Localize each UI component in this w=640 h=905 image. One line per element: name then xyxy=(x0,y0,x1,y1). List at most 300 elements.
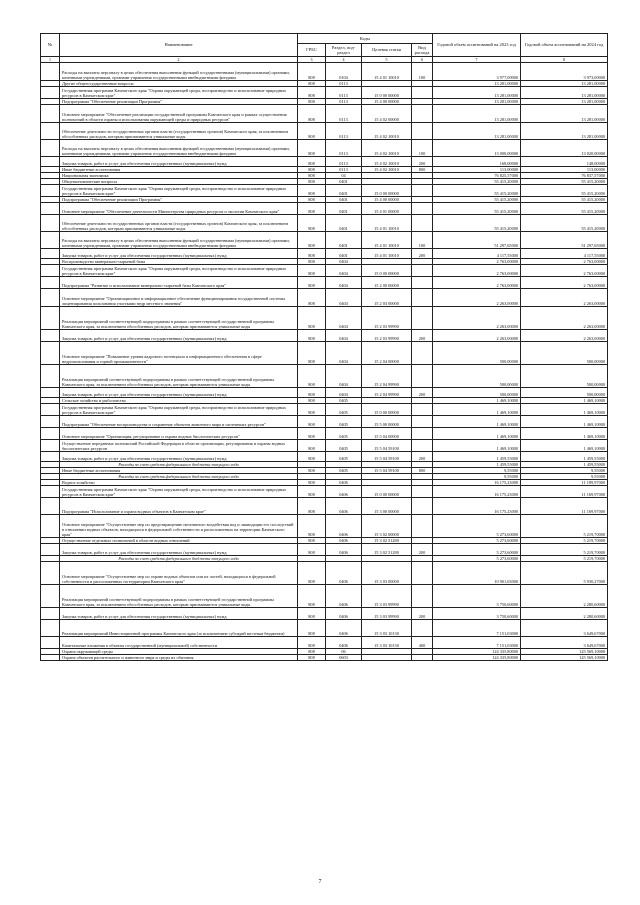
cell-2023: 3 750,60000 xyxy=(433,585,521,608)
cell-num xyxy=(41,215,60,232)
cell-name: Закупка товаров, работ и услуг для обеспечения государственных (муниципальных) нужд xyxy=(60,544,298,556)
cell-target: 15 4 01 10010 xyxy=(362,63,412,81)
table-row xyxy=(41,486,608,498)
cell-2024: 1 469,10000 xyxy=(521,404,608,416)
cell-num xyxy=(41,486,60,498)
col-index: 6 xyxy=(412,57,433,63)
table-row xyxy=(41,63,608,81)
table-row xyxy=(41,277,608,289)
cell-section: 0113 xyxy=(326,123,362,140)
table-row xyxy=(41,562,608,585)
cell-name: Общеэкономические вопросы xyxy=(60,179,298,185)
cell-num xyxy=(41,105,60,123)
cell-kind: 100 xyxy=(412,140,433,157)
table-row xyxy=(41,215,608,232)
cell-2024: 55 415,20000 xyxy=(521,197,608,203)
table-row xyxy=(41,404,608,416)
col-target-header: Целевая статья xyxy=(362,44,412,57)
cell-name: Государственная программа Камчатского края "Охрана окружающей среды, воспроизводство и использование природных ресурсов в Камчатском крае" xyxy=(60,404,298,416)
cell-section: 0404 xyxy=(326,289,362,307)
cell-grbs: 808 xyxy=(298,265,326,277)
cell-num xyxy=(41,87,60,99)
cell-grbs: 808 xyxy=(298,608,326,620)
cell-kind: 200 xyxy=(412,452,433,462)
cell-kind xyxy=(412,215,433,232)
cell-2023: 2 763,00000 xyxy=(433,265,521,277)
cell-section: 0401 xyxy=(326,179,362,185)
cell-kind xyxy=(412,498,433,515)
cell-name: Расходы за счет средств федерального бюджета текущего года xyxy=(60,474,298,480)
cell-num xyxy=(41,608,60,620)
cell-2024: 5 930,27000 xyxy=(521,562,608,585)
cell-num xyxy=(41,562,60,585)
cell-name: Реализация мероприятий соответствующей подпрограммы в рамках соответствующей государственной программы Камчатского края, за исключением обособленных расходов, которым присваиваются уникальные коды xyxy=(60,365,298,388)
table-row xyxy=(41,265,608,277)
cell-grbs: 808 xyxy=(298,486,326,498)
cell-name: Водное хозяйство xyxy=(60,480,298,486)
table-row xyxy=(41,637,608,649)
cell-target: 15 2 04 99990 xyxy=(362,388,412,398)
cell-target: 15 3 00 00000 xyxy=(362,498,412,515)
cell-section: 0113 xyxy=(326,167,362,173)
cell-name: Осуществление переданных полномочий Российской Федерации в области организации, регулирования и охраны водных биологических ресурсов xyxy=(60,440,298,452)
table-row xyxy=(41,289,608,307)
cell-target: 15 4 02 10010 xyxy=(362,123,412,140)
cell-2024: 2 763,00000 xyxy=(521,265,608,277)
table-row xyxy=(41,87,608,99)
cell-2024: 5 219,70000 xyxy=(521,515,608,538)
cell-2024: 11 189,97000 xyxy=(521,480,608,486)
cell-name: Реализация мероприятий соответствующей подпрограммы в рамках соответствующей государственной программы Камчатского края, за исключением обособленных расходов, которым присваиваются уникальные коды xyxy=(60,585,298,608)
cell-section: 0113 xyxy=(326,81,362,87)
cell-2024: 13 281,00000 xyxy=(521,105,608,123)
cell-2023: 168,00000 xyxy=(433,157,521,167)
cell-target: 15 2 04 99990 xyxy=(362,365,412,388)
table-row xyxy=(41,249,608,259)
cell-2023: 7 151,03000 xyxy=(433,620,521,637)
cell-grbs: 808 xyxy=(298,416,326,428)
cell-kind xyxy=(412,105,433,123)
cell-2023: 113,00000 xyxy=(433,167,521,173)
cell-grbs: 808 xyxy=(298,289,326,307)
table-row xyxy=(41,365,608,388)
cell-name: Основное мероприятие "Обеспечение реализации государственной программы Камчатского края и рамках осуществления полномочий в области охраны и использования окружающей среды и природных ресурсов" xyxy=(60,105,298,123)
cell-section: 0406 xyxy=(326,637,362,649)
cell-2023: 16 175,23000 xyxy=(433,480,521,486)
cell-name: Расходы за счет средств федерального бюджета текущего года xyxy=(60,556,298,562)
cell-2023: 13 281,00000 xyxy=(433,81,521,87)
cell-section: 0406 xyxy=(326,544,362,556)
cell-num xyxy=(41,404,60,416)
cell-section: 0401 xyxy=(326,203,362,215)
cell-num xyxy=(41,365,60,388)
cell-kind: 200 xyxy=(412,388,433,398)
col-index: 3 xyxy=(298,57,326,63)
cell-kind xyxy=(412,307,433,330)
cell-2023: 1 469,10000 xyxy=(433,428,521,440)
cell-section: 0406 xyxy=(326,498,362,515)
cell-kind xyxy=(412,289,433,307)
cell-grbs: 808 xyxy=(298,388,326,398)
cell-section: 0406 xyxy=(326,608,362,620)
cell-target: 15 0 00 00000 xyxy=(362,87,412,99)
cell-2024: 125 569,10000 xyxy=(521,649,608,655)
cell-2024: 13 281,00000 xyxy=(521,81,608,87)
col-index: 1 xyxy=(41,57,60,63)
cell-num xyxy=(41,342,60,365)
cell-2023: 500,00000 xyxy=(433,365,521,388)
cell-grbs: 808 xyxy=(298,428,326,440)
cell-grbs: 808 xyxy=(298,649,326,655)
cell-2024: 3 649,67000 xyxy=(521,620,608,637)
cell-section: 0401 xyxy=(326,197,362,203)
cell-grbs: 808 xyxy=(298,585,326,608)
cell-2024: 51 297,65000 xyxy=(521,232,608,249)
cell-name: Основное мероприятие "Осуществление мер по охране водных объектов или их частей, находящихся в федеральной собственности и расположенных на территории Камчатского края" xyxy=(60,562,298,585)
cell-target: 15 5 04 59100 xyxy=(362,468,412,474)
cell-kind xyxy=(412,416,433,428)
cell-2023: 2 763,00000 xyxy=(433,259,521,265)
cell-grbs: 808 xyxy=(298,232,326,249)
cell-num xyxy=(41,157,60,167)
cell-section: 0405 xyxy=(326,404,362,416)
cell-target: 15 4 00 00000 xyxy=(362,99,412,105)
cell-section: 0406 xyxy=(326,480,362,486)
cell-name: Основное мероприятие "Организация, регулирование и охрана водных биологических ресурсов" xyxy=(60,428,298,440)
cell-2024: 76 837,57000 xyxy=(521,173,608,179)
cell-2023: 55 415,20000 xyxy=(433,197,521,203)
cell-name: Основное мероприятие "Повышение уровня кадрового потенциала и информационного обеспечения в сфере недропользования и горной промышленности" xyxy=(60,342,298,365)
cell-name: Государственная программа Камчатского края "Охрана окружающей среды, воспроизводство и использование природных ресурсов в Камчатском крае" xyxy=(60,185,298,197)
cell-grbs: 808 xyxy=(298,307,326,330)
cell-2023: 500,00000 xyxy=(433,342,521,365)
cell-2023: 55 415,20000 xyxy=(433,215,521,232)
cell-grbs: 808 xyxy=(298,637,326,649)
cell-kind xyxy=(412,342,433,365)
cell-grbs: 808 xyxy=(298,249,326,259)
cell-2024: 13 281,00000 xyxy=(521,123,608,140)
cell-section: 0404 xyxy=(326,365,362,388)
cell-section: 0404 xyxy=(326,307,362,330)
cell-grbs: 808 xyxy=(298,655,326,661)
cell-2023: 76 825,57000 xyxy=(433,173,521,179)
cell-target: 15 5 04 00000 xyxy=(362,428,412,440)
cell-name: Основное мероприятие "Осуществление мер по предотвращению негативного воздействия вод и ликвидации его последствий в отношении водных объектов, находящихся в федеральной собственности и расположенных на территории Камчатского края" xyxy=(60,515,298,538)
cell-2024: 1 469,10000 xyxy=(521,428,608,440)
cell-2024: 13 281,00000 xyxy=(521,87,608,99)
cell-target: 15 4 02 10010 xyxy=(362,167,412,173)
cell-name: Национальная экономика xyxy=(60,173,298,179)
cell-section: 0401 xyxy=(326,249,362,259)
cell-2023: 13 000,00000 xyxy=(433,140,521,157)
cell-kind xyxy=(412,620,433,637)
cell-2024: 1 469,10000 xyxy=(521,440,608,452)
cell-name: Иные бюджетные ассигнования xyxy=(60,468,298,474)
cell-kind: 200 xyxy=(412,157,433,167)
cell-2024: 2 263,00000 xyxy=(521,307,608,330)
cell-2024: 5 219,70000 xyxy=(521,544,608,556)
cell-section: 0405 xyxy=(326,440,362,452)
cell-name: Закупка товаров, работ и услуг для обеспечения государственных (муниципальных) нужд xyxy=(60,608,298,620)
cell-name: Основное мероприятие "Обеспечение деятельности Министерства природных ресурсов и экологии Камчатского края" xyxy=(60,203,298,215)
cell-grbs: 808 xyxy=(298,498,326,515)
cell-target: 15 3 02 51280 xyxy=(362,544,412,556)
cell-2023: 7 151,03000 xyxy=(433,637,521,649)
cell-section: 0404 xyxy=(326,330,362,342)
cell-name: Основное мероприятие "Организационное и информационное обеспечение функционирования государственной системы лицензирования пользования участками недр местного значения" xyxy=(60,289,298,307)
cell-grbs: 808 xyxy=(298,538,326,544)
cell-grbs: 808 xyxy=(298,620,326,637)
cell-2023: 500,00000 xyxy=(433,388,521,398)
col-section-header: Раздел, под-раздел xyxy=(326,44,362,57)
cell-name: Расходы на выплаты персоналу в целях обеспечения выполнения функций государственными (муниципальными) органами, казенными учреждениями, органами управления государственными внебюджетными фондами xyxy=(60,232,298,249)
cell-section: 0404 xyxy=(326,388,362,398)
cell-2023: 3 750,60000 xyxy=(433,608,521,620)
cell-2024: 113,00000 xyxy=(521,167,608,173)
cell-target: 15 3 02 51280 xyxy=(362,538,412,544)
cell-2024: 2 263,00000 xyxy=(521,330,608,342)
cell-num xyxy=(41,232,60,249)
cell-num xyxy=(41,416,60,428)
cell-num xyxy=(41,123,60,140)
cell-2024: 4 117,55000 xyxy=(521,249,608,259)
cell-grbs: 808 xyxy=(298,515,326,538)
cell-2024: 2 280,60000 xyxy=(521,608,608,620)
cell-section: 0401 xyxy=(326,232,362,249)
cell-grbs: 808 xyxy=(298,215,326,232)
table-row xyxy=(41,330,608,342)
cell-2023: 55 415,20000 xyxy=(433,179,521,185)
cell-target: 15 4 01 00000 xyxy=(362,203,412,215)
cell-kind xyxy=(412,585,433,608)
cell-2023: 9,55000 xyxy=(433,474,521,480)
table-row xyxy=(41,203,608,215)
cell-section: 0401 xyxy=(326,215,362,232)
cell-kind xyxy=(412,185,433,197)
cell-num xyxy=(41,585,60,608)
cell-section: 0113 xyxy=(326,87,362,99)
cell-section: 04 xyxy=(326,173,362,179)
cell-2023: 4 117,55000 xyxy=(433,249,521,259)
cell-name: Государственная программа Камчатского края "Охрана окружающей среды, воспроизводство и использование природных ресурсов в Камчатском крае" xyxy=(60,87,298,99)
cell-2023: 16 175,23000 xyxy=(433,486,521,498)
table-row xyxy=(41,388,608,398)
cell-target: 15 3 03 00000 xyxy=(362,562,412,585)
cell-section: 0405 xyxy=(326,428,362,440)
cell-target xyxy=(362,655,412,661)
cell-2024: 13 020,00000 xyxy=(521,140,608,157)
table-row xyxy=(41,157,608,167)
cell-section: 0405 xyxy=(326,452,362,462)
cell-num xyxy=(41,249,60,259)
cell-grbs: 808 xyxy=(298,87,326,99)
cell-kind xyxy=(412,486,433,498)
cell-grbs: 808 xyxy=(298,342,326,365)
cell-grbs: 808 xyxy=(298,398,326,404)
cell-2023: 13 281,00000 xyxy=(433,105,521,123)
cell-2023: 1 459,55000 xyxy=(433,452,521,462)
cell-name: Сельское хозяйство и рыболовство xyxy=(60,398,298,404)
cell-target: 15 5 00 00000 xyxy=(362,416,412,428)
cell-2023: 124 335,80000 xyxy=(433,649,521,655)
cell-name: Государственная программа Камчатского края "Охрана окружающей среды, воспроизводство и использование природных ресурсов в Камчатском крае" xyxy=(60,265,298,277)
cell-2024: 500,00000 xyxy=(521,342,608,365)
table-row xyxy=(41,608,608,620)
col-index: 4 xyxy=(326,57,362,63)
budget-table-sheet xyxy=(40,33,607,661)
cell-kind xyxy=(412,428,433,440)
cell-section: 0113 xyxy=(326,140,362,157)
cell-2024: 9,55000 xyxy=(521,468,608,474)
cell-2023: 10 901,63000 xyxy=(433,562,521,585)
cell-grbs: 808 xyxy=(298,259,326,265)
cell-grbs: 808 xyxy=(298,480,326,486)
cell-num xyxy=(41,620,60,637)
cell-2023: 13 281,00000 xyxy=(433,123,521,140)
cell-grbs: 808 xyxy=(298,173,326,179)
budget-table xyxy=(40,33,608,661)
cell-2023: 1 469,10000 xyxy=(433,404,521,416)
cell-num xyxy=(41,655,60,661)
cell-2024: 1 469,10000 xyxy=(521,416,608,428)
cell-name: Закупка товаров, работ и услуг для обеспечения государственных (муниципальных) нужд xyxy=(60,330,298,342)
cell-grbs: 808 xyxy=(298,544,326,556)
cell-name: Подпрограмма "Обеспечение реализации Программы" xyxy=(60,197,298,203)
table-row xyxy=(41,440,608,452)
cell-kind xyxy=(412,87,433,99)
cell-grbs: 808 xyxy=(298,140,326,157)
cell-kind xyxy=(412,515,433,538)
cell-2023: 13 281,00000 xyxy=(433,99,521,105)
cell-kind xyxy=(412,562,433,585)
cell-2024: 55 415,20000 xyxy=(521,185,608,197)
cell-2023: 1 459,55000 xyxy=(433,462,521,468)
cell-kind xyxy=(412,655,433,661)
cell-section: 0113 xyxy=(326,157,362,167)
cell-name: Подпрограмма "Обеспечение реализации Программы" xyxy=(60,99,298,105)
cell-2024: 2 263,00000 xyxy=(521,289,608,307)
table-row xyxy=(41,452,608,462)
cell-2023: 1 469,10000 xyxy=(433,398,521,404)
cell-section: 06 xyxy=(326,649,362,655)
col-codes-header: Коды xyxy=(298,34,433,44)
cell-target: 15 0 00 00000 xyxy=(362,185,412,197)
cell-target: 15 4 02 10010 xyxy=(362,157,412,167)
cell-target: 15 5 04 59100 xyxy=(362,452,412,462)
cell-target: 15 2 00 00000 xyxy=(362,277,412,289)
table-row xyxy=(41,655,608,661)
cell-2023: 2 763,00000 xyxy=(433,277,521,289)
cell-grbs: 808 xyxy=(298,330,326,342)
cell-2023: 13 281,00000 xyxy=(433,87,521,99)
cell-num xyxy=(41,498,60,515)
cell-num xyxy=(41,203,60,215)
cell-section: 0406 xyxy=(326,515,362,538)
cell-grbs: 808 xyxy=(298,440,326,452)
table-row xyxy=(41,416,608,428)
table-row xyxy=(41,498,608,515)
cell-section: 0603 xyxy=(326,655,362,661)
cell-num xyxy=(41,428,60,440)
cell-2023: 5 273,60000 xyxy=(433,538,521,544)
cell-section: 0405 xyxy=(326,398,362,404)
cell-kind: 200 xyxy=(412,608,433,620)
cell-name: Обеспечение деятельности государственных органов власти (государственных органов) Камчатского края, за исключением обособленных расходов, которым присваиваются уникальные коды xyxy=(60,215,298,232)
cell-2024: 3 973,00000 xyxy=(521,63,608,81)
cell-2024: 1 459,55000 xyxy=(521,462,608,468)
table-row xyxy=(41,342,608,365)
table-row xyxy=(41,620,608,637)
cell-name: Государственная программа Камчатского края "Охрана окружающей среды, воспроизводство и использование природных ресурсов в Камчатском крае" xyxy=(60,486,298,498)
table-row xyxy=(41,428,608,440)
cell-2024: 148,00000 xyxy=(521,157,608,167)
cell-num xyxy=(41,289,60,307)
table-row xyxy=(41,123,608,140)
cell-2023: 2 263,00000 xyxy=(433,330,521,342)
cell-target: 15 3 03 99990 xyxy=(362,585,412,608)
cell-name: Расходы за счет средств федерального бюджета текущего года xyxy=(60,462,298,468)
cell-target: 15 3 02 00000 xyxy=(362,515,412,538)
cell-2023: 5 273,60000 xyxy=(433,544,521,556)
cell-name: Закупка товаров, работ и услуг для обеспечения государственных (муниципальных) нужд xyxy=(60,452,298,462)
cell-2023: 1 469,10000 xyxy=(433,416,521,428)
cell-target: 15 3 03 99990 xyxy=(362,608,412,620)
cell-num xyxy=(41,277,60,289)
cell-num xyxy=(41,452,60,462)
cell-2024: 2 763,00000 xyxy=(521,277,608,289)
col-name-header: Наименование xyxy=(60,34,298,57)
cell-2024: 500,00000 xyxy=(521,365,608,388)
cell-name: Другие общегосударственные вопросы xyxy=(60,81,298,87)
cell-grbs: 808 xyxy=(298,63,326,81)
cell-name: Расходы на выплаты персоналу в целях обеспечения выполнения функций государственными (муниципальными) органами, казенными учреждениями, органами управления государственными внебюджетными фондами xyxy=(60,140,298,157)
cell-target: 15 4 01 10010 xyxy=(362,249,412,259)
cell-num xyxy=(41,440,60,452)
cell-section: 0404 xyxy=(326,265,362,277)
cell-2023: 5 273,60000 xyxy=(433,515,521,538)
cell-num xyxy=(41,185,60,197)
cell-section: 0401 xyxy=(326,185,362,197)
cell-2023: 2 263,00000 xyxy=(433,307,521,330)
cell-target: 15 2 03 00000 xyxy=(362,289,412,307)
table-body xyxy=(41,63,608,661)
cell-num xyxy=(41,388,60,398)
cell-2024: 125 569,10000 xyxy=(521,655,608,661)
cell-kind xyxy=(412,440,433,452)
cell-name: Иные бюджетные ассигнования xyxy=(60,167,298,173)
cell-num xyxy=(41,330,60,342)
cell-grbs: 808 xyxy=(298,185,326,197)
cell-grbs: 808 xyxy=(298,157,326,167)
cell-name: Закупка товаров, работ и услуг для обеспечения государственных (муниципальных) нужд xyxy=(60,249,298,259)
cell-section: 0104 xyxy=(326,63,362,81)
cell-grbs: 808 xyxy=(298,81,326,87)
cell-section: 0405 xyxy=(326,416,362,428)
cell-num xyxy=(41,140,60,157)
cell-kind xyxy=(412,365,433,388)
cell-section: 0406 xyxy=(326,562,362,585)
cell-num xyxy=(41,515,60,538)
cell-2023: 3 977,00000 xyxy=(433,63,521,81)
cell-2024: 3 649,67000 xyxy=(521,637,608,649)
cell-2023: 5 273,60000 xyxy=(433,556,521,562)
cell-section: 0113 xyxy=(326,105,362,123)
cell-grbs: 808 xyxy=(298,277,326,289)
cell-target: 15 3 03 10130 xyxy=(362,620,412,637)
cell-2023: 1 469,10000 xyxy=(433,440,521,452)
cell-name: Подпрограмма "Развитие и использование минерально-сырьевой базы Камчатского края" xyxy=(60,277,298,289)
cell-grbs: 808 xyxy=(298,365,326,388)
